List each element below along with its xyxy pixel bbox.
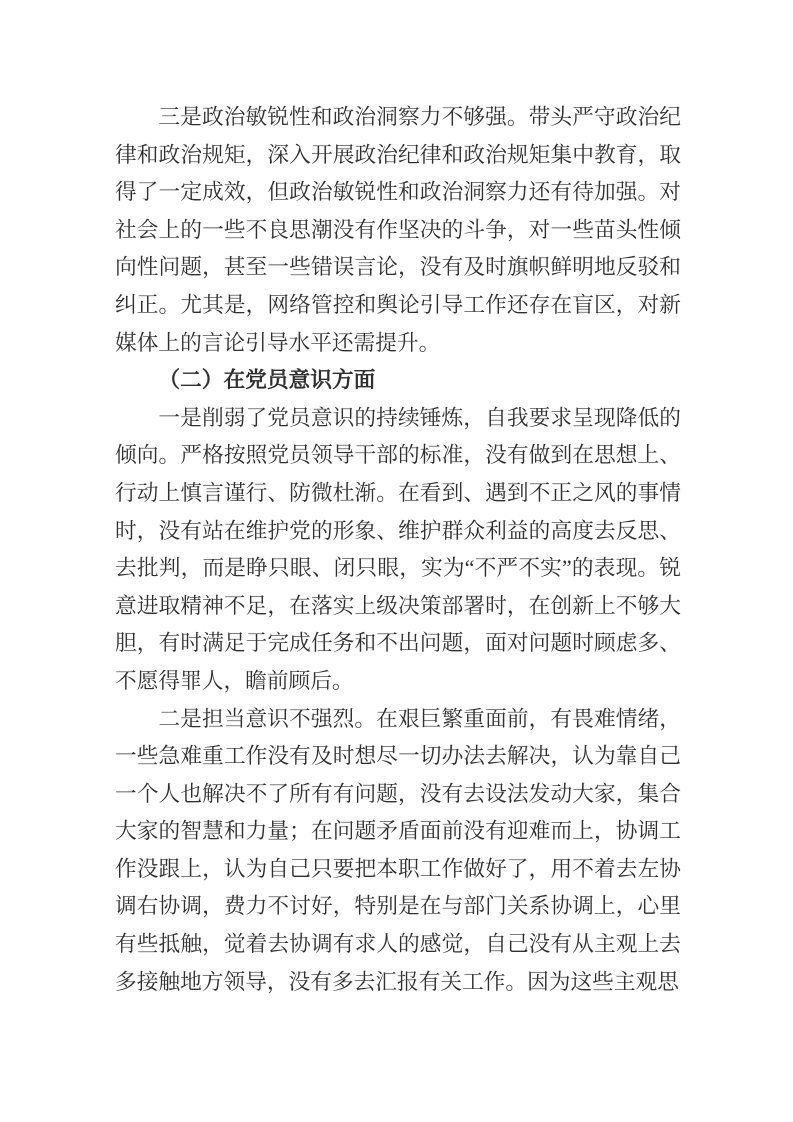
paragraph-political-sharpness: 三是政治敏锐性和政治洞察力不够强。带头严守政治纪律和政治规矩，深入开展政治纪律和政治规矩集中教育，取得了一定成效，但政治敏锐性和政治洞察力还有待加强。对社会上的一些不良思潮没有作坚决的斗争，对一些苗头性倾向性问题，甚至一些错误言论，没有及时旗帜鲜明地反驳和纠正。尤其是，网络管控和舆论引导工作还存在盲区，对新媒体上的言论引导水平还需提升。 [115, 105, 681, 355]
section-heading-party-member-awareness: （二）在党员意识方面 [158, 368, 376, 393]
paragraph-responsibility-awareness: 二是担当意识不强烈。在艰巨繁重面前，有畏难情绪，一些急难重工作没有及时想尽一切办法去解决，认为靠自己一个人也解决不了所有有问题，没有去设法发动大家，集合大家的智慧和力量；在问题矛盾面前没有迎难而上，协调工作没跟上，认为自己只要把本职工作做好了，用不着去左协调右协调，费力不讨好，特别是在与部门关系协调上，心里有些抵触，觉着去协调有求人的感觉，自己没有从主观上去多接触地方领导，没有多去汇报有关工作。因为这些主观思 [115, 706, 681, 994]
paragraph-party-member-awareness: 一是削弱了党员意识的持续锤炼，自我要求呈现降低的倾向。严格按照党员领导干部的标准，没有做到在思想上、行动上慎言谨行、防微杜渐。在看到、遇到不正之风的事情时，没有站在维护党的形象、维护群众利益的高度去反思、去批判，而是睁只眼、闭只眼，实为“不严不实”的表现。锐意进取精神不足，在落实上级决策部署时，在创新上不够大胆，有时满足于完成任务和不出问题，面对问题时顾虑多、不愿得罪人，瞻前顾后。 [115, 405, 681, 693]
document-text-block [115, 99, 681, 1001]
